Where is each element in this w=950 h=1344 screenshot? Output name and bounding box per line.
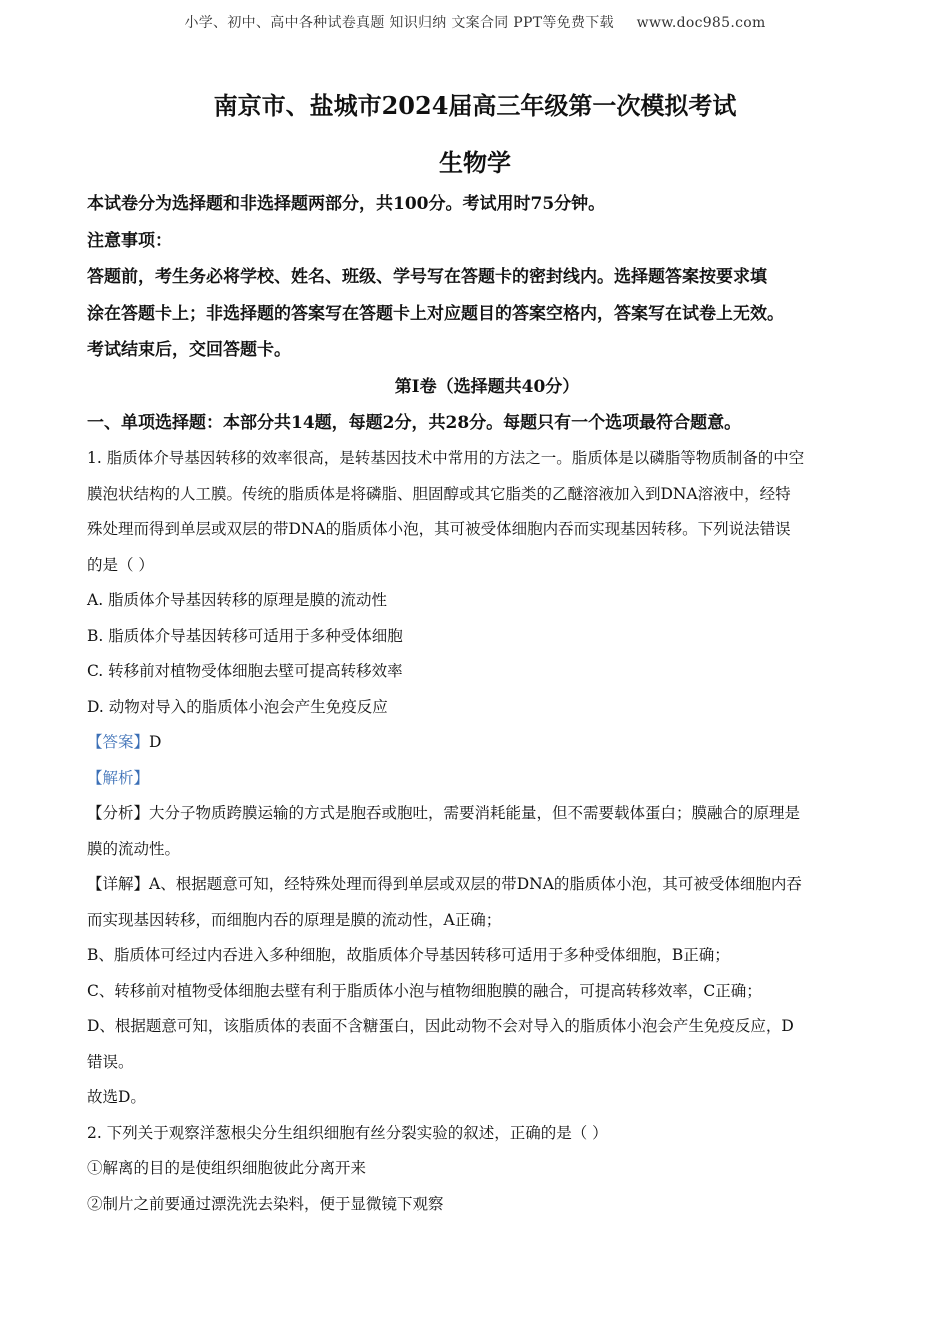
xiangjie-tag: 【详解】 [87,875,150,893]
q1-fenxi-line: 膜的流动性。 [87,839,181,858]
q1-xiangjie-line: B、脂质体可经过内吞进入多种细胞，故脂质体介导基因转移可适用于多种受体细胞，B正确； [87,946,730,964]
notice-line: 考试结束后，交回答题卡。 [87,340,291,360]
q1-stem-line: 的是（ ） [87,555,154,574]
fenxi-text: 大分子物质跨膜运输的方式是胞吞或胞吐，需要消耗能量，但不需要载体蛋白；膜融合的原理是 [149,804,801,822]
q1-option-c: C. 转移前对植物受体细胞去壁可提高转移效率 [87,662,403,680]
q1-xiangjie [87,867,887,903]
q1-option-a: A. 脂质体介导基因转移的原理是膜的流动性 [87,591,388,609]
notice-line: 涂在答题卡上；非选择题的答案写在答题卡上对应题目的答案空格内，答案写在试卷上无效。 [87,303,784,324]
q1-fenxi [87,796,887,832]
exam-title: 南京市、盐城市2024届高三年级第一次模拟考试 [213,91,737,120]
q1-stem-line: 1. 脂质体介导基因转移的效率很高，是转基因技术中常用的方法之一。脂质体是以磷脂等物质制备的中空 [87,449,805,467]
q2-item: ②制片之前要通过漂洗洗去染料，便于显微镜下观察 [87,1194,444,1213]
exam-summary: 本试卷分为选择题和非选择题两部分，共100分。考试用时75分钟。 [87,194,606,214]
subject-title: 生物学 [439,148,511,177]
q1-option-b: B. 脂质体介导基因转移可适用于多种受体细胞 [87,626,403,645]
question-1 [87,441,887,1116]
q1-xiangjie-line: 而实现基因转移，而细胞内吞的原理是膜的流动性，A正确； [87,910,502,929]
part1-title: 第Ⅰ卷（选择题共40分） [394,376,580,397]
answer-tag: 【答案】 [87,733,150,751]
analysis-tag: 【解析】 [87,768,150,787]
q1-answer [87,725,887,761]
q2-stem: 2. 下列关于观察洋葱根尖分生组织细胞有丝分裂实验的叙述，正确的是（ ） [87,1123,608,1142]
xiangjie-text: A、根据题意可知，经特殊处理而得到单层或双层的带DNA的脂质体小泡，其可被受体细胞内吞 [149,875,802,893]
notice-line: 答题前，考生务必将学校、姓名、班级、学号写在答题卡的密封线内。选择题答案按要求填 [87,267,767,287]
q1-analysis-heading [87,761,887,797]
q1-xiangjie-line: D、根据题意可知，该脂质体的表面不含糖蛋白，因此动物不会对导入的脂质体小泡会产生免疫反应，D [87,1017,794,1035]
header-promo: 小学、初中、高中各种试卷真题 知识归纳 文案合同 PPT等免费下载 [184,15,614,31]
page-header [0,12,950,32]
q2-item: ①解离的目的是使组织细胞彼此分离开来 [87,1159,367,1177]
question-2 [87,1116,887,1223]
document-body [87,186,887,1222]
section-title: 一、单项选择题：本部分共14题，每题2分，共28分。每题只有一个选项最符合题意。 [87,412,742,433]
q1-xiangjie-line: C、转移前对植物受体细胞去壁有利于脂质体小泡与植物细胞膜的融合，可提高转移效率，C正确； [87,981,762,1000]
q1-conclusion: 故选D。 [87,1088,146,1106]
answer-value: D [149,733,162,751]
header-site-link[interactable]: www.doc985.com [636,15,766,31]
q1-xiangjie-line: 错误。 [87,1052,134,1071]
q1-option-d: D. 动物对导入的脂质体小泡会产生免疫反应 [87,697,388,716]
q1-stem-line: 殊处理而得到单层或双层的带DNA的脂质体小泡，其可被受体细胞内吞而实现基因转移。下列说法错误 [87,520,791,538]
fenxi-tag: 【分析】 [87,804,150,822]
q1-stem-line: 膜泡状结构的人工膜。传统的脂质体是将磷脂、胆固醇或其它脂类的乙醚溶液加入到DNA溶液中，经特 [87,484,791,503]
notice-title: 注意事项： [87,230,172,251]
